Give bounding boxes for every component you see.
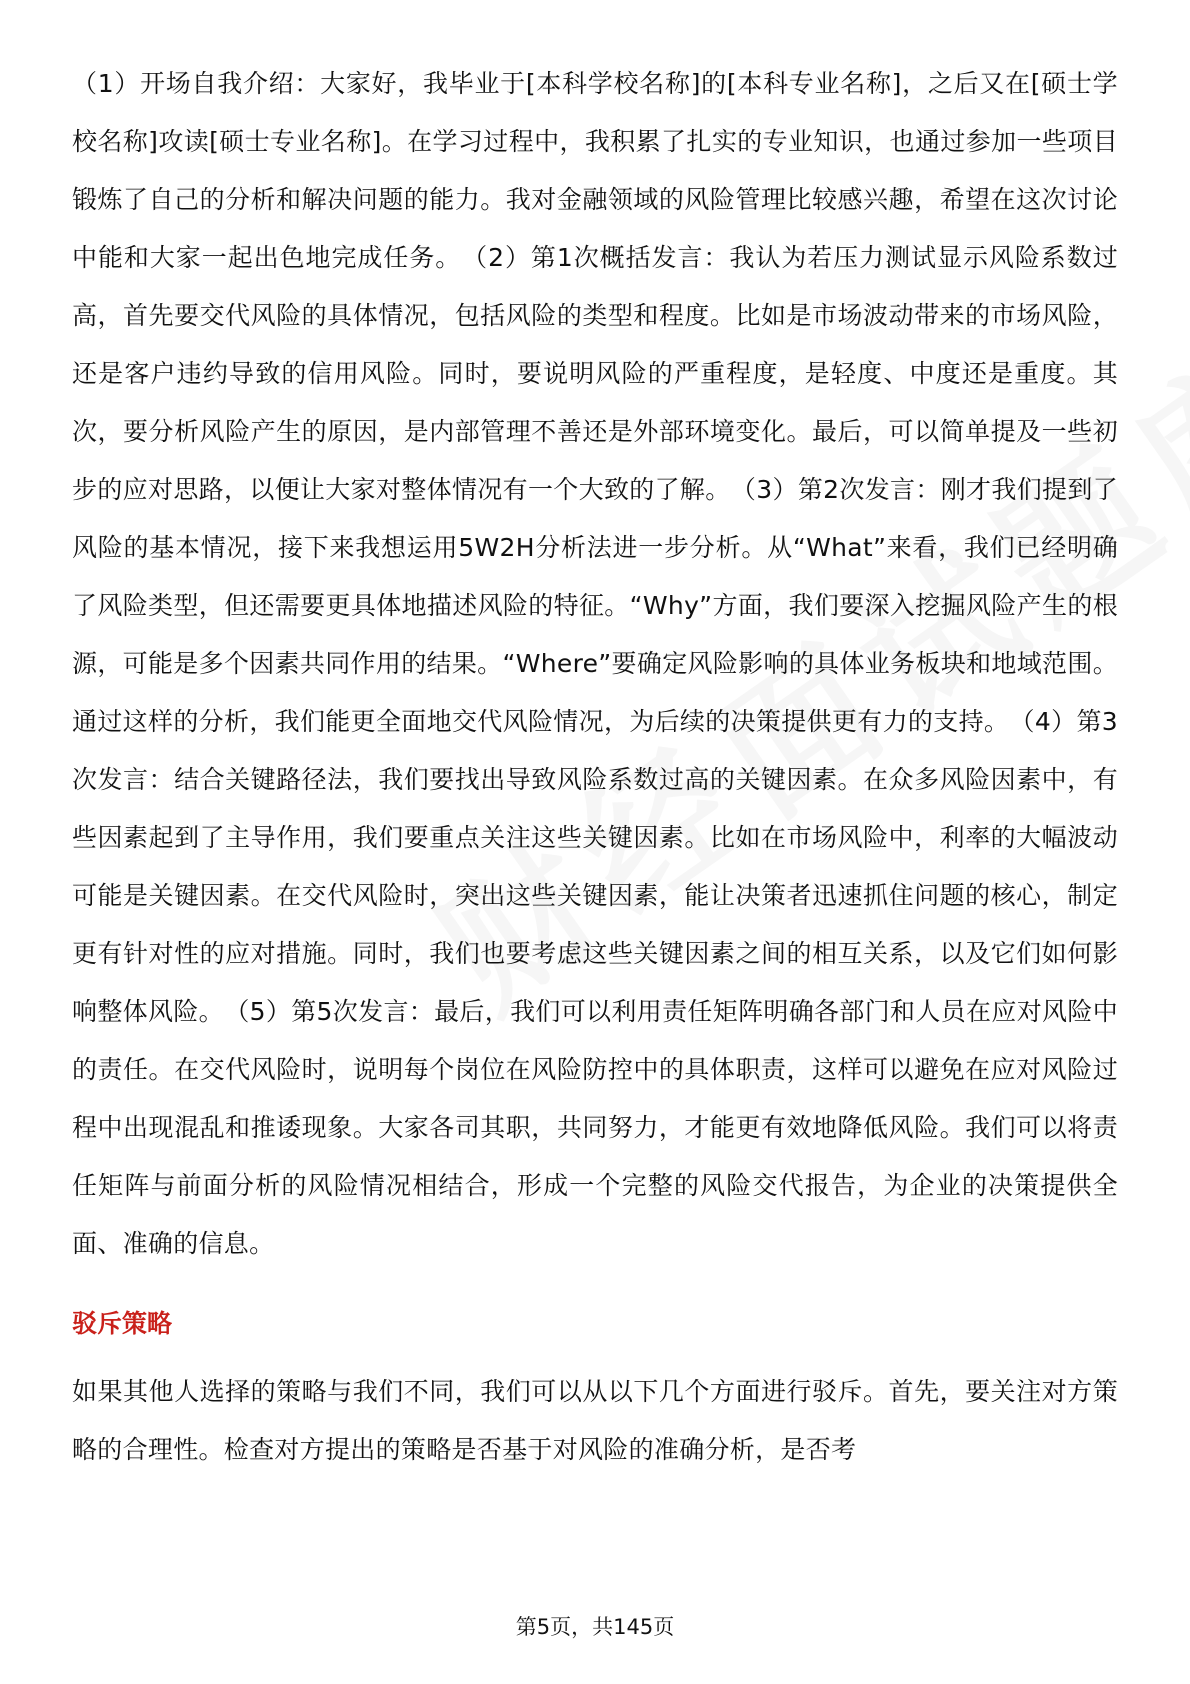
page-footer — [0, 1612, 1190, 1642]
answer-paragraph: （1）开场自我介绍：大家好，我毕业于[本科学校名称]的[本科专业名称]，之后又在[硕士学校名称]攻读[硕士专业名称]。在学习过程中，我积累了扎实的专业知识，也通过参加一些项目锻炼了自己的分析和解决问题的能力。我对金融领域的风险管理比较感兴趣，希望在这次讨论中能和大家一起出色地完成任务。 （2）第1次概括发言：我认为若压力测试显示风险系数过高，首先要交代风险的具体情况，包括风险的类型和程度。比如是市场波动带来的市场风险，还是客户违约导致的信用风险。同时，要说明风险的严重程度，是轻度、中度还是重度。其次，要分析风险产生的原因，是内部管理不善还是外部环境变化。最后，可以简单提及一些初步的应对思路，以便让大家对整体情况有一个大致的了解。 （3）第2次发言：刚才我们提到了风险的基本情况，接下来我想运用5W2H分析法进一步分析。从“What”来看，我们已经明确了风险类型，但还需要更具体地描述风险的特征。“Why”方面，我们要深入挖掘风险产生的根源，可能是多个因素共同作用的结果。“Where”要确定风险影响的具体业务板块和地域范围。通过这样的分析，我们能更全面地交代风险情况，为后续的决策提供更有力的支持。 （4）第3次发言：结合关键路径法，我们要找出导致风险系数过高的关键因素。在众多风险因素中，有些因素起到了主导作用，我们要重点关注这些关键因素。比如在市场风险中，利率的大幅波动可能是关键因素。在交代风险时，突出这些关键因素，能让决策者迅速抓住问题的核心，制定更有针对性的应对措施。同时，我们也要考虑这些关键因素之间的相互关系，以及它们如何影响整体风险。 （5）第5次发言：最后，我们可以利用责任矩阵明确各部门和人员在应对风险中的责任。在交代风险时，说明每个岗位在风险防控中的具体职责，这样可以避免在应对风险过程中出现混乱和推诿现象。大家各司其职，共同努力，才能更有效地降低风险。我们可以将责任矩阵与前面分析的风险情况相结合，形成一个完整的风险交代报告，为企业的决策提供全面、准确的信息。 — [72, 69, 1118, 1258]
rebuttal-paragraph: 如果其他人选择的策略与我们不同，我们可以从以下几个方面进行驳斥。首先，要关注对方策略的合理性。检查对方提出的策略是否基于对风险的准确分析，是否考 — [72, 1377, 1118, 1464]
document-body — [72, 55, 1118, 1479]
page-number: 第5页，共145页 — [515, 1615, 675, 1639]
section-heading: 驳斥策略 — [72, 1309, 173, 1338]
